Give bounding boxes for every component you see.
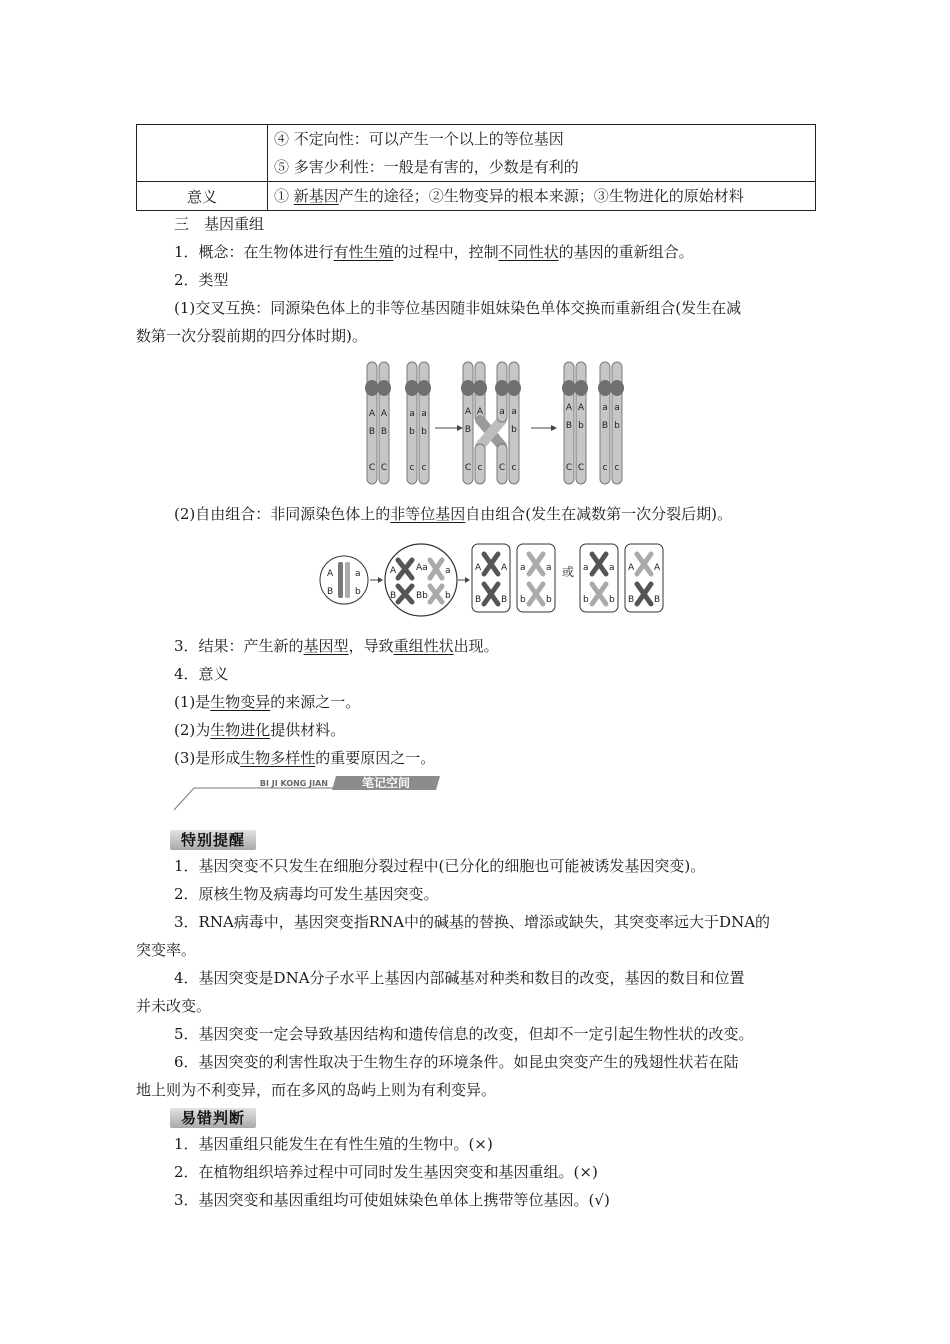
crossover-line: 数第一次分裂前期的四分体时期)。 <box>136 327 367 345</box>
concept-line <box>136 238 816 266</box>
meaning-heading: 4．意义 <box>174 665 229 683</box>
gene-label: a <box>511 407 517 417</box>
daughter-cell-1 <box>472 544 510 612</box>
meaning-item <box>136 688 816 716</box>
gene-label: B <box>628 595 635 605</box>
gene-label: a <box>421 409 427 419</box>
table-text: ④ 不定向性：可以产生一个以上的等位基因 <box>274 130 564 148</box>
gene-label: a <box>614 403 620 413</box>
tip-item: 地上则为不利变异，而在多风的岛屿上则为有利变异。 <box>136 1081 497 1099</box>
gene-label: C <box>464 463 472 473</box>
underlined-term: 生物变异 <box>210 693 271 711</box>
underlined-term: 基因型 <box>303 637 349 655</box>
text-span: 的过程中，控制 <box>393 243 499 261</box>
gene-label: A <box>475 563 482 573</box>
judge-badge: 易错判断 <box>170 1108 256 1128</box>
gene-label: A <box>577 403 585 413</box>
gene-label: c <box>421 463 427 473</box>
result-line <box>136 632 816 660</box>
table-text: ⑤ 多害少利性：一般是有害的，少数是有利的 <box>274 158 579 176</box>
text-span: 的来源之一。 <box>270 693 361 711</box>
tip-item: 5．基因突变一定会导致基因结构和遗传信息的改变，但却不一定引起生物性状的改变。 <box>174 1025 754 1043</box>
text-span: 提供材料。 <box>270 721 346 739</box>
arrow-icon <box>551 425 557 431</box>
tip-item: 6．基因突变的利害性取决于生物生存的环境条件。如昆虫突变产生的残翅性状若在陆 <box>174 1053 739 1071</box>
gene-label: b <box>511 425 517 435</box>
underlined-term: 生物多样性 <box>240 749 316 767</box>
gene-label: C <box>577 463 585 473</box>
text-span: 的重要原因之一。 <box>315 749 436 767</box>
gene-label: c <box>602 463 608 473</box>
text-span: 3．结果：产生新的 <box>174 637 304 655</box>
gene-label: b <box>520 595 526 605</box>
gene-label: B <box>368 427 376 437</box>
gene-label: b <box>546 595 552 605</box>
underlined-term: 新基因 <box>293 187 339 205</box>
arrow-icon <box>378 577 383 583</box>
daughter-cell-4 <box>625 544 663 612</box>
gene-label: C <box>380 463 388 473</box>
gene-label: c <box>477 463 483 473</box>
gene-label: b <box>445 591 451 601</box>
gene-label: a <box>355 569 361 579</box>
gene-label: b <box>421 427 427 437</box>
gene-label: C <box>498 463 506 473</box>
table-row <box>137 182 816 211</box>
judge-item: 1．基因重组只能发生在有性生殖的生物中。(×) <box>174 1135 493 1153</box>
gene-label: c <box>409 463 415 473</box>
daughter-cell-3 <box>580 544 618 612</box>
table-cell <box>268 125 816 182</box>
gene-label: A <box>390 566 397 576</box>
types-heading: 2．类型 <box>174 271 229 289</box>
gene-label: b <box>355 587 361 597</box>
underlined-term: 非等位基因 <box>390 505 466 523</box>
or-text: 或 <box>562 565 575 579</box>
text-span: 1．概念：在生物体进行 <box>174 243 334 261</box>
gene-label: A <box>565 403 573 413</box>
crossover-figure <box>355 358 635 488</box>
tip-item: 2．原核生物及病毒均可发生基因突变。 <box>174 885 439 903</box>
gene-label: B <box>327 587 334 597</box>
mutation-table <box>136 124 816 211</box>
gene-label: c <box>511 463 517 473</box>
tip-item: 3．RNA病毒中，基因突变指RNA中的碱基的替换、增添或缺失，其突变率远大于DNA的 <box>174 913 771 931</box>
meaning-item <box>136 716 816 744</box>
gene-label: B <box>601 421 609 431</box>
text-span: (2)为 <box>174 721 211 739</box>
text-span: 产生的途径；②生物变异的根本来源；③生物进化的原始材料 <box>338 187 744 205</box>
free-combination-line <box>136 500 816 528</box>
tip-item: 4．基因突变是DNA分子水平上基因内部碱基对种类和数目的改变，基因的数目和位置 <box>174 969 745 987</box>
text-span: (3)是形成 <box>174 749 241 767</box>
gene-label: a <box>499 407 505 417</box>
gene-label: B <box>390 591 397 601</box>
table-label-empty <box>137 125 268 182</box>
table-label: 意义 <box>137 182 268 211</box>
gene-label: C <box>565 463 573 473</box>
daughter-cell-2 <box>517 544 555 612</box>
gene-label: B <box>475 595 482 605</box>
gene-label: A <box>327 569 334 579</box>
gene-label: C <box>368 463 376 473</box>
text-span: 出现。 <box>453 637 499 655</box>
tips-badge: 特别提醒 <box>170 830 256 850</box>
gene-label: B <box>380 427 388 437</box>
table-row <box>137 125 816 182</box>
gene-label: B <box>464 425 472 435</box>
tip-item: 并未改变。 <box>136 997 212 1015</box>
gene-label: B <box>501 595 508 605</box>
underlined-term: 有性生殖 <box>333 243 394 261</box>
gene-label: a <box>602 403 608 413</box>
gene-label: B <box>654 595 661 605</box>
section-heading: 三 基因重组 <box>174 215 265 233</box>
underlined-term: 重组性状 <box>393 637 454 655</box>
gene-label: b <box>409 427 415 437</box>
notes-bar-pinyin: BI JI KONG JIAN <box>259 779 328 788</box>
gene-label: A <box>368 409 376 419</box>
gene-label: c <box>614 463 620 473</box>
gene-label: a <box>445 566 451 576</box>
gene-label: a <box>609 563 615 573</box>
gene-label: Aa <box>416 563 428 573</box>
gene-label: a <box>546 563 552 573</box>
free-combination-figure <box>318 540 670 618</box>
text-span: 的基因的重新组合。 <box>558 243 694 261</box>
gene-label: A <box>501 563 508 573</box>
underlined-term: 不同性状 <box>498 243 559 261</box>
gene-label: A <box>628 563 635 573</box>
meaning-item <box>136 744 816 772</box>
text-span: 自由组合(发生在减数第一次分裂后期)。 <box>465 505 732 523</box>
text-span: ① <box>274 187 294 205</box>
gene-label: b <box>614 421 620 431</box>
tip-item: 突变率。 <box>136 941 197 959</box>
arrow-icon <box>465 577 470 583</box>
notes-bar-title: 笔记空间 <box>361 776 411 790</box>
table-cell <box>268 182 816 211</box>
arrow-icon <box>457 425 463 431</box>
notes-bar <box>170 774 450 814</box>
gene-label: a <box>409 409 415 419</box>
gene-label: A <box>380 409 388 419</box>
gene-label: b <box>609 595 615 605</box>
crossover-line: (1)交叉互换：同源染色体上的非等位基因随非姐妹染色单体交换而重新组合(发生在减 <box>174 299 742 317</box>
text-span: (1)是 <box>174 693 211 711</box>
gene-label: B <box>565 421 573 431</box>
text-span: (2)自由组合：非同源染色体上的 <box>174 505 391 523</box>
underlined-term: 生物进化 <box>210 721 271 739</box>
tip-item: 1．基因突变不只发生在细胞分裂过程中(已分化的细胞也可能被诱发基因突变)。 <box>174 857 706 875</box>
table-text <box>274 182 809 210</box>
gene-label: b <box>583 595 589 605</box>
gene-label: A <box>654 563 661 573</box>
judge-item: 2．在植物组织培养过程中可同时发生基因突变和基因重组。(×) <box>174 1163 598 1181</box>
gene-label: A <box>476 407 484 417</box>
gene-label: a <box>520 563 526 573</box>
text-span: ，导致 <box>348 637 394 655</box>
judge-item: 3．基因突变和基因重组均可使姐妹染色单体上携带等位基因。(√) <box>174 1191 610 1209</box>
gene-label: a <box>583 563 589 573</box>
gene-label: Bb <box>416 591 428 601</box>
gene-label: b <box>578 421 584 431</box>
gene-label: A <box>464 407 472 417</box>
